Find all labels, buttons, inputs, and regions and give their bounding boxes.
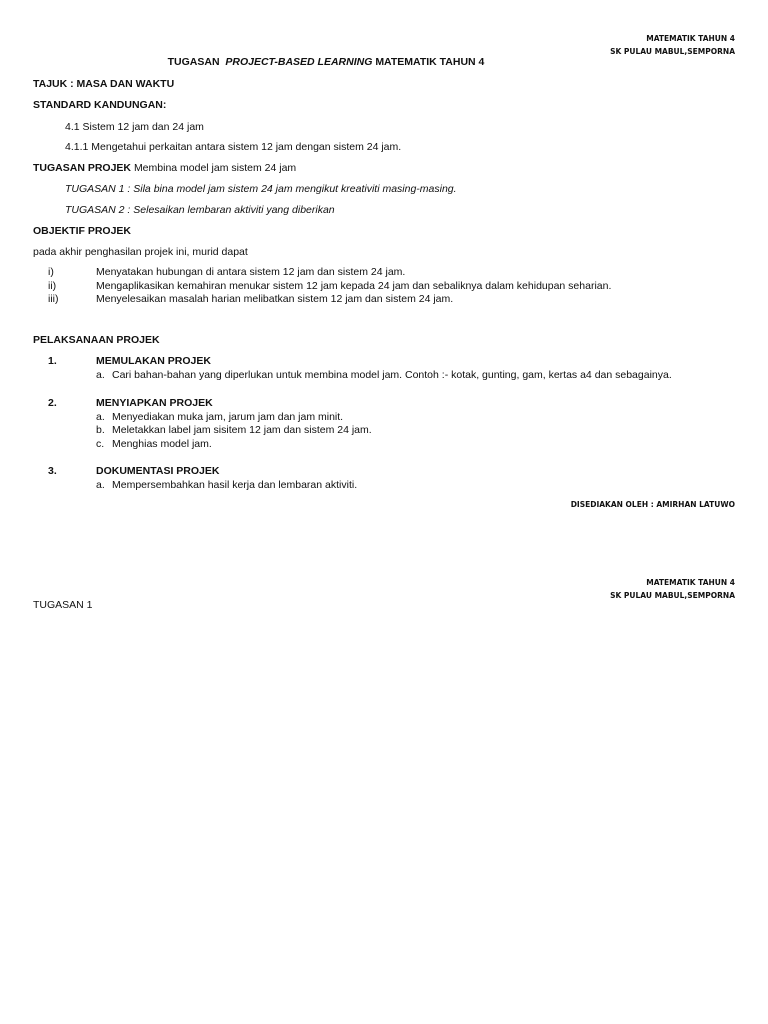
objective-item	[48, 293, 738, 307]
step-item	[96, 438, 738, 452]
objective-number: i)	[48, 266, 54, 278]
step-item-letter: a.	[96, 368, 105, 381]
step-title-row	[48, 355, 738, 369]
step-item-text: Meletakkan label jam sisitem 12 jam dan sistem 24 jam.	[112, 424, 372, 437]
prepared-by: DISEDIAKAN OLEH : AMIRHAN LATUWO	[570, 500, 735, 509]
implementation-heading: PELAKSANAAN PROJEK	[33, 334, 160, 346]
step-item-text: Menyediakan muka jam, jarum jam dan jam minit.	[112, 410, 344, 423]
objective-item	[48, 280, 738, 294]
objective-heading: OBJEKTIF PROJEK	[33, 225, 132, 237]
title-suffix: MATEMATIK TAHUN 4	[375, 56, 485, 68]
step-title: MENYIAPKAN PROJEK	[96, 397, 213, 409]
step-item-text: Mempersembahkan hasil kerja dan lembaran aktiviti.	[112, 478, 358, 491]
step-number: 3.	[48, 465, 57, 477]
topic-heading: TAJUK : MASA DAN WAKTU	[33, 78, 175, 90]
step-title: MEMULAKAN PROJEK	[96, 355, 211, 367]
objective-text: Mengaplikasikan kemahiran menukar sistem 12 jam kepada 24 jam dan sebaliknya dalam kehidupan seharian.	[96, 279, 612, 292]
title-prefix: TUGASAN	[167, 56, 220, 68]
step-title-row	[48, 465, 738, 479]
title-italic: PROJECT-BASED LEARNING	[225, 56, 373, 68]
step-item-text: Cari bahan-bahan yang diperlukan untuk membina model jam. Contoh :- kotak, gunting, gam, kertas a4 dan sebagainya.	[112, 368, 672, 381]
objective-text: Menyelesaikan masalah harian melibatkan sistem 12 jam dan sistem 24 jam.	[96, 293, 454, 306]
step-item-letter: a.	[96, 410, 105, 423]
objective-number: ii)	[48, 279, 57, 292]
task-item: TUGASAN 2 : Selesaikan lembaran aktiviti yang diberikan	[65, 204, 335, 216]
step-number: 1.	[48, 355, 57, 367]
step-item-text: Menghias model jam.	[112, 437, 212, 450]
objective-text: Menyatakan hubungan di antara sistem 12 jam dan sistem 24 jam.	[96, 266, 406, 278]
document-title	[0, 56, 652, 70]
project-task-line	[33, 162, 296, 176]
page-header	[610, 32, 735, 58]
step-item	[96, 369, 738, 383]
standard-item: 4.1 Sistem 12 jam dan 24 jam	[65, 121, 204, 133]
step-block	[48, 397, 738, 452]
step-item-letter: b.	[96, 424, 105, 437]
step-number: 2.	[48, 397, 57, 409]
header-school: SK PULAU MABUL,SEMPORNA	[610, 591, 735, 600]
objective-number: iii)	[48, 293, 59, 306]
task-item: TUGASAN 1 : Sila bina model jam sistem 24 jam mengikut kreativiti masing-masing.	[65, 183, 457, 195]
standard-item: 4.1.1 Mengetahui perkaitan antara sistem 12 jam dengan sistem 24 jam.	[65, 141, 402, 153]
step-item	[96, 411, 738, 425]
objective-intro: pada akhir penghasilan projek ini, murid dapat	[33, 246, 248, 258]
step-item	[96, 479, 738, 493]
step-title: DOKUMENTASI PROJEK	[96, 465, 220, 477]
header-subject: MATEMATIK TAHUN 4	[646, 578, 735, 587]
standard-heading: STANDARD KANDUNGAN:	[33, 99, 167, 111]
page2-heading: TUGASAN 1	[33, 599, 93, 611]
step-item-letter: c.	[96, 437, 105, 450]
step-block	[48, 355, 738, 382]
step-title-row	[48, 397, 738, 411]
objective-list	[48, 266, 738, 307]
page2-header	[610, 576, 735, 602]
step-item	[96, 424, 738, 438]
project-task-text: Membina model jam sistem 24 jam	[133, 162, 297, 174]
project-task-label: TUGASAN PROJEK	[33, 162, 132, 174]
header-school: SK PULAU MABUL,SEMPORNA	[610, 47, 735, 56]
objective-item	[48, 266, 738, 280]
step-item-letter: a.	[96, 478, 105, 491]
header-subject: MATEMATIK TAHUN 4	[646, 34, 735, 43]
step-block	[48, 465, 738, 492]
